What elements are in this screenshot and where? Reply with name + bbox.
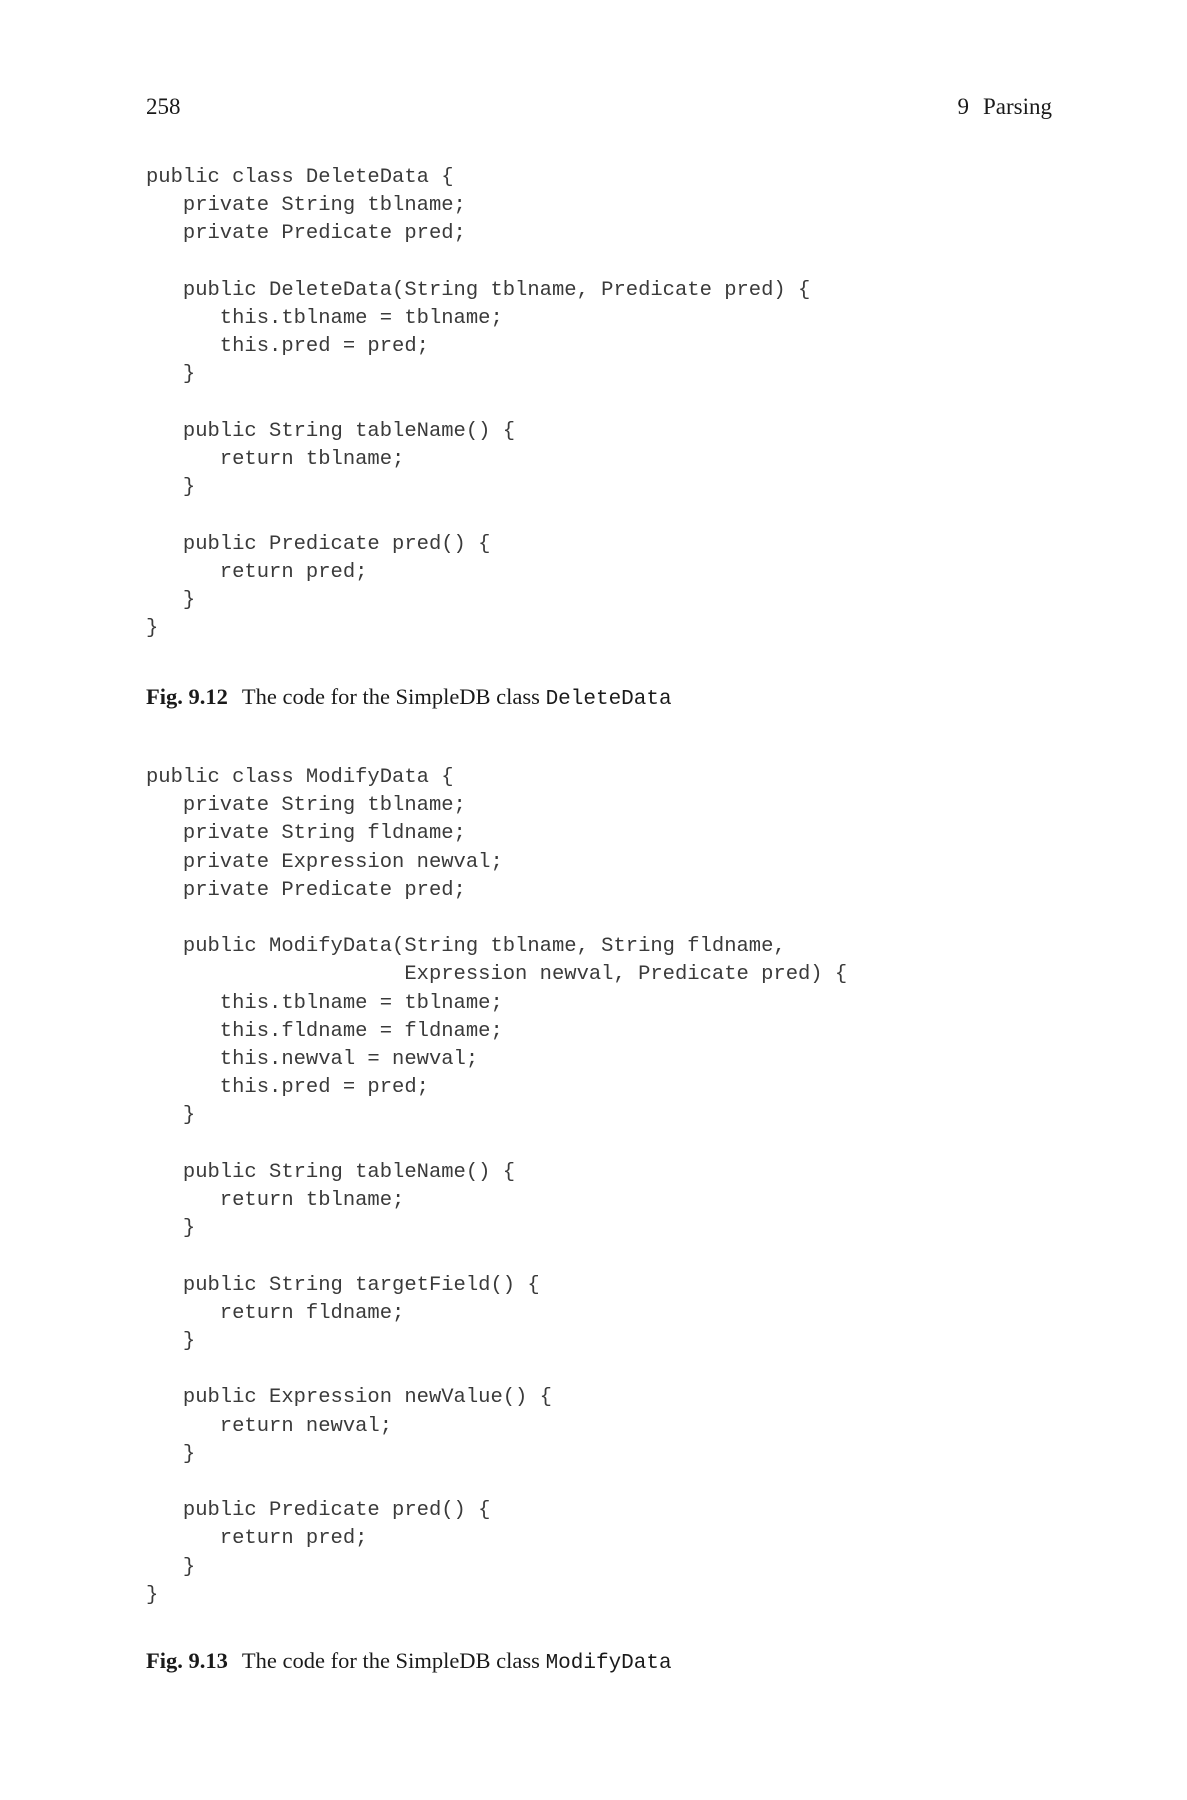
code-line: return fldname; [146, 1301, 405, 1325]
code-line: public Expression newValue() { [146, 1386, 552, 1410]
code-line: } [146, 363, 196, 387]
figure-caption-9-13 [146, 1648, 672, 1675]
code-line: return pred; [146, 1527, 368, 1551]
figure-label: Fig. 9.12 [146, 684, 228, 709]
code-line: return newval; [146, 1414, 393, 1438]
code-line: public String tableName() { [146, 1160, 516, 1184]
code-line: } [146, 1583, 159, 1607]
page-header [146, 94, 1052, 124]
code-line: Expression newval, Predicate pred) { [146, 963, 848, 987]
code-line: public Predicate pred() { [146, 1499, 491, 1523]
code-line: public String tableName() { [146, 419, 516, 443]
code-line: } [146, 476, 196, 500]
code-line: public String targetField() { [146, 1273, 540, 1297]
code-line: this.pred = pred; [146, 1076, 429, 1100]
code-line: this.newval = newval; [146, 1048, 479, 1071]
code-line: return tblname; [146, 1189, 405, 1212]
code-line: } [146, 1104, 196, 1128]
caption-class-name: DeleteData [545, 688, 672, 711]
figure-caption-9-12 [146, 684, 672, 711]
code-line: return pred; [146, 560, 368, 584]
code-line: public DeleteData(String tblname, Predicate pred) { [146, 278, 811, 302]
figure-label: Fig. 9.13 [146, 1648, 228, 1673]
code-line: this.pred = pred; [146, 335, 429, 359]
code-line: public class ModifyData { [146, 766, 454, 789]
code-line: } [146, 1330, 196, 1353]
page-number: 258 [146, 94, 181, 119]
code-line: } [146, 1555, 196, 1579]
code-line: } [146, 617, 159, 641]
code-line: private String tblname; [146, 194, 466, 218]
code-line: } [146, 1217, 196, 1241]
code-line: } [146, 1442, 196, 1466]
code-line: this.fldname = fldname; [146, 1019, 503, 1043]
code-line: this.tblname = tblname; [146, 991, 503, 1015]
chapter-title: Parsing [983, 94, 1052, 119]
code-line: private Predicate pred; [146, 878, 466, 902]
code-line: public class DeleteData { [146, 166, 454, 189]
caption-class-name: ModifyData [545, 1652, 672, 1675]
code-line: return tblname; [146, 448, 405, 471]
code-line: } [146, 589, 196, 612]
code-line: this.tblname = tblname; [146, 307, 503, 330]
code-line: private Predicate pred; [146, 222, 466, 246]
caption-text: The code for the SimpleDB class [241, 684, 546, 709]
running-head [958, 94, 1053, 120]
code-line: public Predicate pred() { [146, 532, 491, 556]
chapter-number: 9 [957, 94, 969, 119]
code-line: private Expression newval; [146, 850, 503, 874]
code-line: private String fldname; [146, 822, 466, 846]
caption-text: The code for the SimpleDB class [241, 1648, 546, 1673]
code-line: private String tblname; [146, 794, 466, 818]
code-line: public ModifyData(String tblname, String fldname, [146, 935, 786, 959]
